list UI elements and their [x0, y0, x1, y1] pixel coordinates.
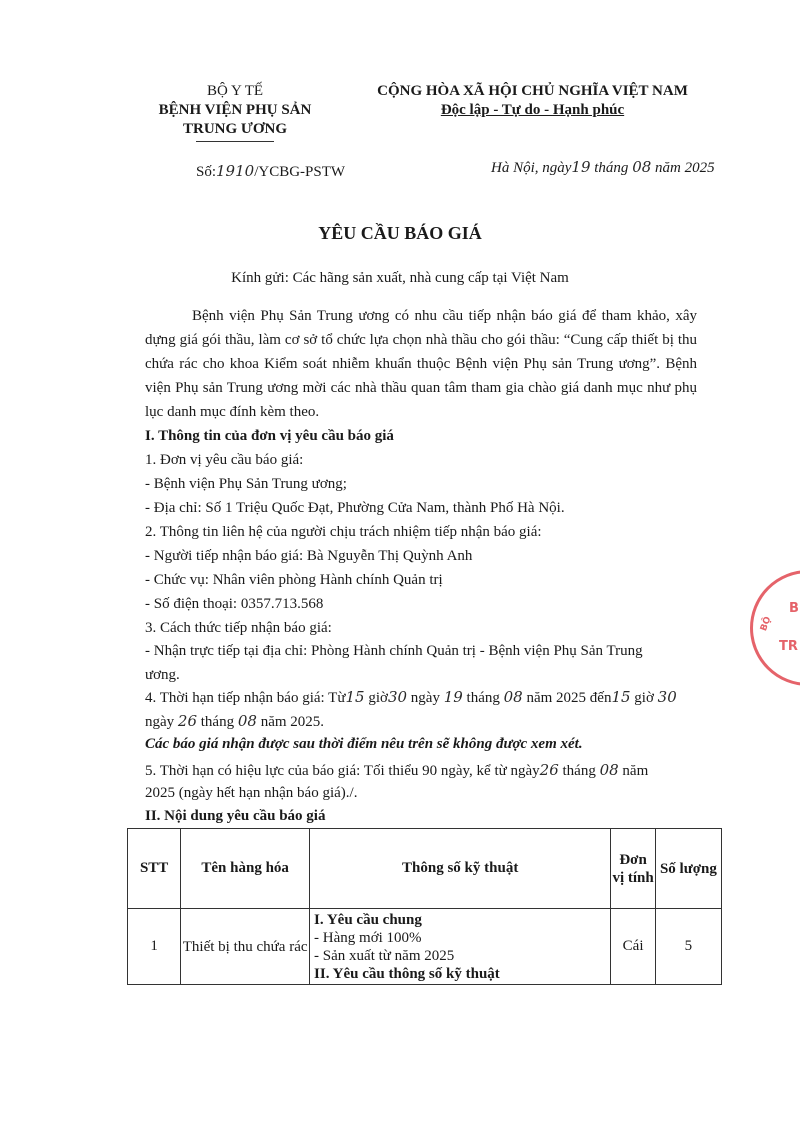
document-number	[196, 162, 345, 181]
spec-technical-heading: II. Yêu cầu thông số kỹ thuật	[314, 966, 500, 982]
section-2-heading: II. Nội dung yêu cầu báo giá	[145, 808, 326, 824]
validity-month: 08	[599, 761, 619, 779]
intro-text: Bệnh viện Phụ Sản Trung ương có nhu cầu tiếp nhận báo giá để tham khảo, xây dựng giá gói thầu, làm cơ sở tổ chức lựa chọn nhà thầu cho gói thầu: “Cung cấp thiết bị thu chứa rác cho khoa Kiểm soát nhiễm khuẩn thuộc Bệnh viện Phụ sản Trung ương”. Bệnh viện Phụ sản Trung ương mời các nhà thầu quan tâm tham gia chào giá danh mục như phụ lục danh mục đính kèm theo.	[145, 308, 697, 420]
row-qty: 5	[655, 909, 721, 985]
s1-item-3: 3. Cách thức tiếp nhận báo giá:	[145, 620, 332, 636]
deadline-start-month: 08	[503, 688, 523, 706]
national-header	[360, 82, 705, 120]
validity-year-label: năm	[618, 763, 649, 779]
deadline-end-minute: 30	[657, 688, 677, 706]
date-year: năm 2025	[651, 160, 715, 176]
s1-item-1: 1. Đơn vị yêu cầu báo giá:	[145, 452, 304, 468]
doc-number-suffix: /YCBG-PSTW	[254, 164, 346, 180]
table-row	[128, 909, 722, 985]
deadline-label: 4. Thời hạn tiếp nhận báo giá: Từ	[145, 690, 346, 706]
row-name: Thiết bị thu chứa rác	[181, 909, 310, 985]
header-stt: STT	[128, 829, 181, 909]
s1-address: - Địa chỉ: Số 1 Triệu Quốc Đạt, Phường Cửa Nam, thành Phố Hà Nội.	[145, 500, 565, 516]
national-motto: Độc lập - Tự do - Hạnh phúc	[440, 102, 625, 118]
header-unit: Đơn vị tính	[611, 829, 656, 909]
deadline-to-label: năm 2025 đến	[522, 690, 612, 706]
document-date	[491, 158, 715, 177]
s1-item-4-line2	[145, 712, 324, 731]
table-header-row	[128, 829, 722, 909]
stamp-bottom-text: TR	[779, 639, 798, 654]
deadline-month-label: tháng	[462, 690, 504, 706]
row-unit: Cái	[611, 909, 656, 985]
s1-item-5-line1	[145, 761, 648, 780]
header-name: Tên hàng hóa	[181, 829, 310, 909]
s1-item-2: 2. Thông tin liên hệ của người chịu trách nhiệm tiếp nhận báo giá:	[145, 524, 542, 540]
validity-day: 26	[539, 761, 559, 779]
spec-new-100: - Hàng mới 100%	[314, 930, 422, 946]
spec-manufactured-year: - Sản xuất từ năm 2025	[314, 948, 455, 964]
row-stt: 1	[128, 909, 181, 985]
hospital-name-line2: TRUNG ƯƠNG	[182, 121, 288, 137]
late-notice: Các báo giá nhận được sau thời điểm nêu trên sẽ không được xem xét.	[145, 736, 583, 752]
section-1-heading: I. Thông tin của đơn vị yêu cầu báo giá	[145, 428, 394, 444]
s1-unit: - Bệnh viện Phụ Sản Trung ương;	[145, 476, 347, 492]
deadline-start-hour: 15	[345, 688, 365, 706]
validity-month-label: tháng	[558, 763, 600, 779]
s1-item-5-line2: 2025 (ngày hết hạn nhận báo giá)./.	[145, 785, 358, 801]
s1-phone: - Số điện thoại: 0357.713.568	[145, 596, 324, 612]
header-qty: Số lượng	[655, 829, 721, 909]
s1-position: - Chức vụ: Nhân viên phòng Hành chính Quản trị	[145, 572, 443, 588]
stamp-letter: B	[789, 601, 799, 616]
deadline-end-hour: 15	[611, 688, 631, 706]
date-month: 08	[632, 158, 652, 176]
deadline-start-minute: 30	[387, 688, 408, 706]
quote-table	[127, 828, 722, 985]
spec-general-heading: I. Yêu cầu chung	[314, 912, 422, 928]
intro-paragraph	[145, 304, 697, 424]
s1-person: - Người tiếp nhận báo giá: Bà Nguyễn Thị Quỳnh Anh	[145, 548, 473, 564]
deadline-day-label: ngày	[407, 690, 444, 706]
national-name: CỘNG HÒA XÃ HỘI CHỦ NGHĨA VIỆT NAM	[377, 83, 688, 99]
s1-item-4-line1	[145, 688, 677, 707]
document-title: YÊU CẦU BÁO GIÁ	[318, 223, 482, 243]
date-month-label: tháng	[590, 160, 633, 176]
validity-label: 5. Thời hạn có hiệu lực của báo giá: Tối thiểu 90 ngày, kể từ ngày	[145, 763, 540, 779]
row-spec	[310, 909, 611, 985]
deadline-start-day: 19	[443, 688, 463, 706]
deadline-end-day: 26	[177, 712, 198, 730]
doc-number-value: 1910	[216, 162, 255, 180]
deadline-end-month-label: tháng	[197, 714, 238, 730]
ministry-name: BỘ Y TẾ	[206, 83, 264, 99]
date-prefix: Hà Nội, ngày	[491, 160, 572, 176]
header-spec: Thông số kỹ thuật	[310, 829, 611, 909]
stamp-arc-text: BỘ	[759, 615, 774, 633]
doc-number-prefix: Số:	[196, 164, 217, 180]
agency-underline	[196, 141, 274, 142]
deadline-end-year: năm 2025.	[256, 714, 325, 730]
deadline-end-day-label: ngày	[145, 714, 178, 730]
deadline-end-month: 08	[237, 712, 257, 730]
red-stamp-seal	[750, 570, 800, 686]
greeting: Kính gửi: Các hãng sản xuất, nhà cung cấp tại Việt Nam	[231, 270, 569, 286]
agency-block	[150, 82, 320, 142]
deadline-end-hour-label: giờ	[630, 690, 658, 706]
s1-direct: - Nhận trực tiếp tại địa chỉ: Phòng Hành chính Quản trị - Bệnh viện Phụ Sản Trung ương.	[145, 643, 643, 683]
deadline-hour-label: giờ	[364, 690, 388, 706]
hospital-name-line1: BỆNH VIỆN PHỤ SẢN	[158, 102, 312, 118]
date-day: 19	[571, 158, 591, 176]
